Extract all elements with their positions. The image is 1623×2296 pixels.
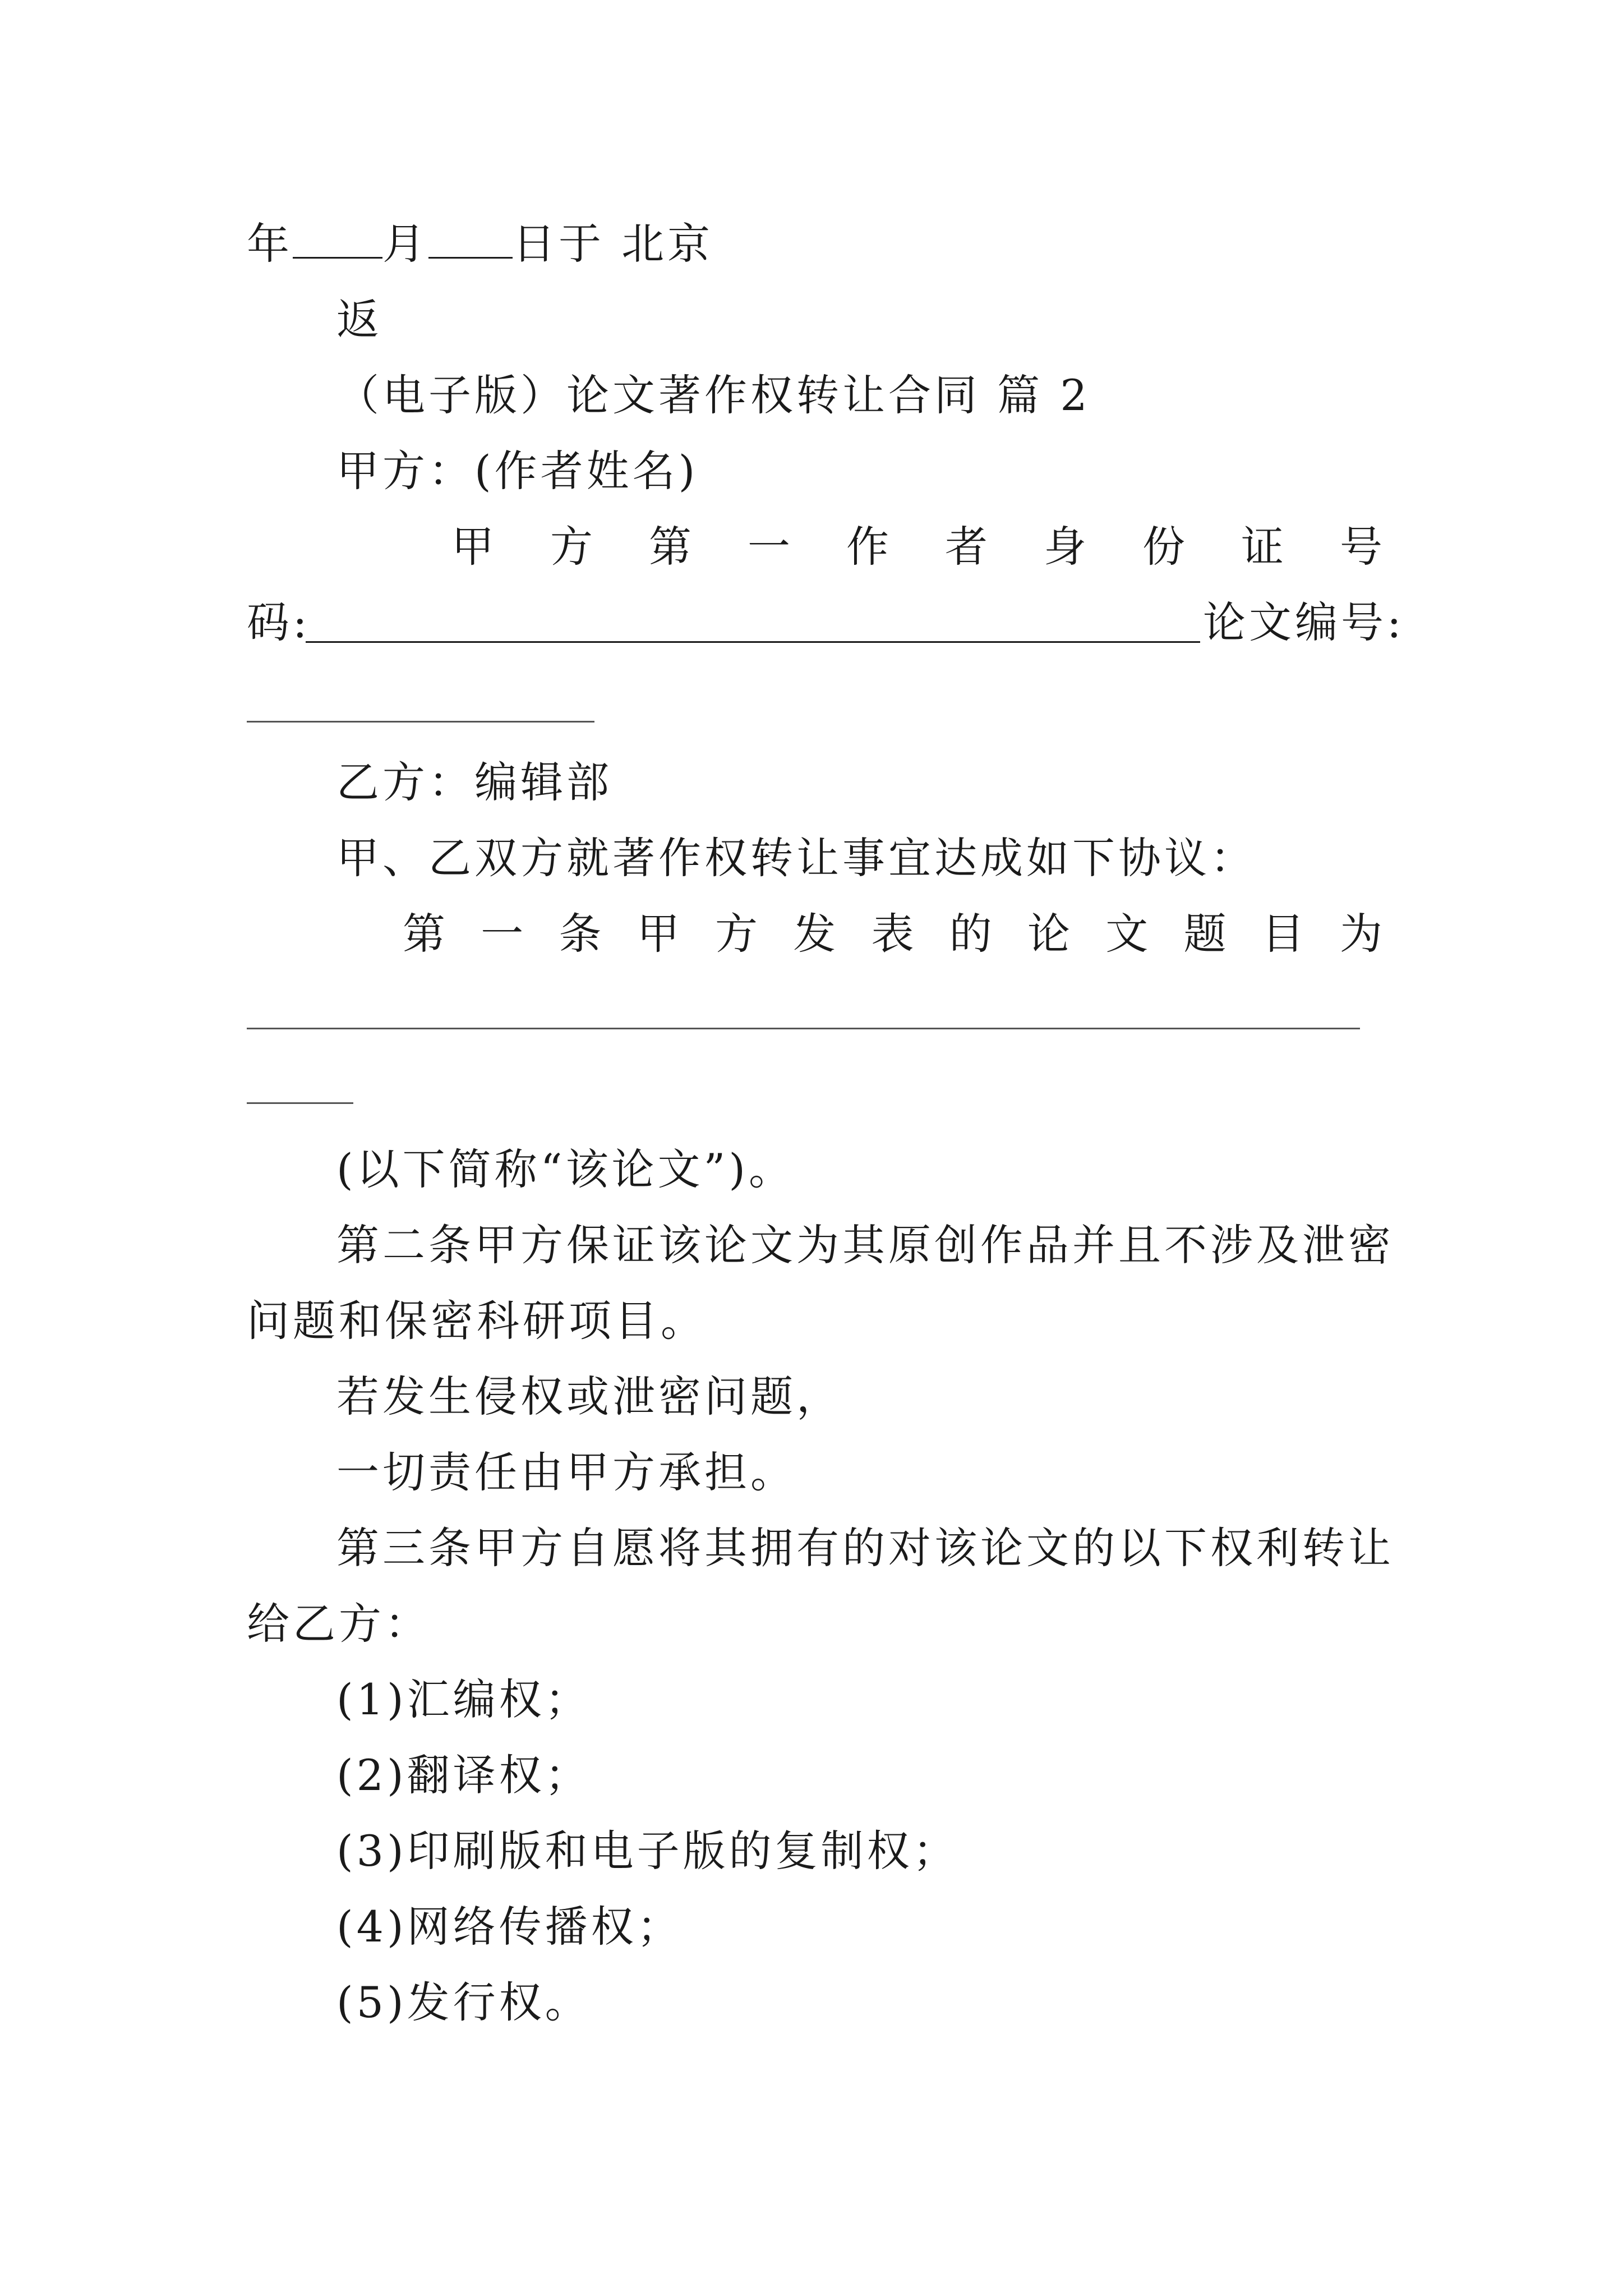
paper-number-blank xyxy=(247,721,594,723)
article-2-line-3: 若发生侵权或泄密问题， xyxy=(336,1372,842,1421)
article-2-line-4: 一切责任由甲方承担。 xyxy=(336,1447,796,1497)
article-1-char: 甲 xyxy=(637,909,680,959)
contract-title: （电子版）论文著作权转让合同 篇 2 xyxy=(336,370,1091,420)
id-char: 方 xyxy=(550,522,593,572)
id-char: 一 xyxy=(748,522,790,572)
right-item: (4)网络传播权； xyxy=(336,1902,683,1952)
right-item: (3)印刷版和电子版的复制权； xyxy=(336,1826,959,1876)
article-1-char: 为 xyxy=(1340,909,1382,959)
article-3-line-1: 第三条甲方自愿将其拥有的对该论文的以下权利转让 xyxy=(336,1523,1394,1573)
article-1-line xyxy=(403,906,1382,962)
id-label-end: 码: xyxy=(247,597,311,647)
article-1-char: 方 xyxy=(715,909,758,959)
party-a: 甲方：(作者姓名) xyxy=(336,446,699,496)
id-number-blank xyxy=(306,641,1200,643)
year-label: 年 xyxy=(247,219,293,269)
id-char: 者 xyxy=(945,522,988,572)
article-1-char: 发 xyxy=(793,909,836,959)
article-1-char: 文 xyxy=(1105,909,1149,959)
article-2-line-1: 第二条甲方保证该论文为其原创作品并且不涉及泄密 xyxy=(336,1220,1394,1270)
right-item: (1)汇编权； xyxy=(336,1674,591,1724)
paper-title-blank xyxy=(247,1028,1360,1029)
article-3-line-2: 给乙方： xyxy=(247,1599,431,1649)
id-char: 身 xyxy=(1044,522,1086,572)
article-1-char: 的 xyxy=(949,909,992,959)
month-label: 月 xyxy=(382,219,428,269)
id-number-line xyxy=(451,519,1382,575)
agreement-intro: 甲、乙双方就著作权转让事宜达成如下协议： xyxy=(336,833,1256,883)
id-char: 作 xyxy=(846,522,889,572)
right-item: (2)翻译权； xyxy=(336,1750,591,1800)
article-1-tail: (以下简称“该论文”)。 xyxy=(336,1144,795,1194)
article-1-char: 论 xyxy=(1027,909,1070,959)
paper-title-blank-end xyxy=(247,1102,353,1104)
id-char: 证 xyxy=(1241,522,1284,572)
article-2-line-2: 问题和保密科研项目。 xyxy=(247,1296,707,1346)
id-char: 甲 xyxy=(451,522,494,572)
article-1-char: 一 xyxy=(481,909,524,959)
id-char: 第 xyxy=(649,522,691,572)
article-1-char: 表 xyxy=(871,909,914,959)
date-line xyxy=(247,216,713,272)
paper-number-label: 论文编号: xyxy=(1203,597,1405,647)
id-char: 份 xyxy=(1142,522,1185,572)
day-blank xyxy=(428,222,513,259)
article-1-char: 第 xyxy=(403,909,445,959)
return-text: 返 xyxy=(336,295,382,344)
id-char: 号 xyxy=(1340,522,1382,572)
article-1-char: 题 xyxy=(1183,909,1227,959)
month-blank xyxy=(293,222,382,259)
party-b: 乙方：编辑部 xyxy=(336,757,612,807)
right-item: (5)发行权。 xyxy=(336,1977,591,2027)
article-1-char: 条 xyxy=(559,909,602,959)
day-place-label: 日于 北京 xyxy=(513,219,714,269)
article-1-char: 目 xyxy=(1261,909,1304,959)
